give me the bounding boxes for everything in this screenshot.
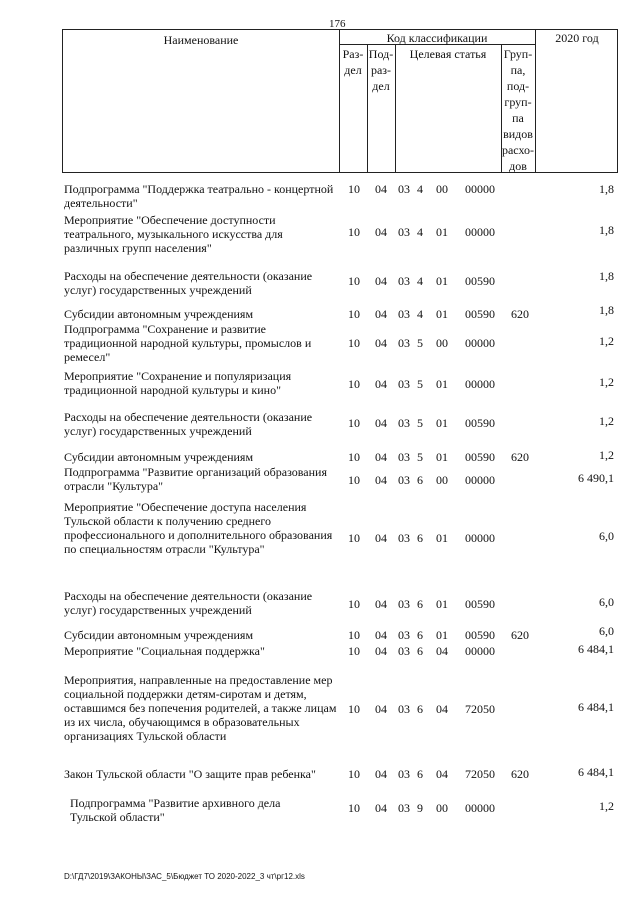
row-cs3: 00 xyxy=(436,801,448,815)
row-cs2: 6 xyxy=(417,473,423,487)
row-cs1: 03 xyxy=(398,767,410,781)
row-razdel: 10 xyxy=(348,336,360,350)
row-name: Субсидии автономным учреждениям xyxy=(64,450,254,464)
row-cs3: 01 xyxy=(436,377,448,391)
row-cs3: 01 xyxy=(436,225,448,239)
row-cs4: 00590 xyxy=(465,274,495,288)
row-cs4: 00000 xyxy=(465,182,495,196)
header-gruppa: Груп- па, под- груп- па видов расхо- дов xyxy=(501,47,535,173)
row-cs3: 04 xyxy=(436,767,448,781)
row-razdel: 10 xyxy=(348,702,360,716)
row-cs3: 04 xyxy=(436,702,448,716)
row-cs1: 03 xyxy=(398,225,410,239)
row-vr: 620 xyxy=(511,307,529,321)
row-name: Подпрограмма "Развитие организаций образования отрасли "Культура" xyxy=(64,465,327,493)
row-name: Мероприятие "Социальная поддержка" xyxy=(64,644,265,658)
row-cs1: 03 xyxy=(398,597,410,611)
row-amount: 6,0 xyxy=(599,529,614,543)
row-name: Расходы на обеспечение деятельности (оказание услуг) государственных учреждений xyxy=(64,410,313,438)
row-razdel: 10 xyxy=(348,377,360,391)
row-cs3: 01 xyxy=(436,307,448,321)
row-cs4: 00000 xyxy=(465,531,495,545)
row-cs4: 00590 xyxy=(465,597,495,611)
row-cs3: 00 xyxy=(436,473,448,487)
row-amount: 6 490,1 xyxy=(578,471,614,485)
row-name: Подпрограмма "Поддержка театрально - концертной деятельности" xyxy=(64,182,334,210)
row-podrazdel: 04 xyxy=(375,531,387,545)
row-cs2: 5 xyxy=(417,377,423,391)
row-cs1: 03 xyxy=(398,307,410,321)
row-cs4: 00590 xyxy=(465,416,495,430)
row-amount: 1,8 xyxy=(599,269,614,283)
row-cs1: 03 xyxy=(398,336,410,350)
row-amount: 6,0 xyxy=(599,624,614,638)
row-cs2: 6 xyxy=(417,702,423,716)
row-cs3: 01 xyxy=(436,597,448,611)
row-name: Мероприятие "Сохранение и популяризация традиционной народной культуры и кино" xyxy=(64,369,292,397)
row-cs2: 9 xyxy=(417,801,423,815)
row-podrazdel: 04 xyxy=(375,225,387,239)
row-cs2: 6 xyxy=(417,531,423,545)
row-name: Субсидии автономным учреждениям xyxy=(64,628,254,642)
row-cs1: 03 xyxy=(398,377,410,391)
row-name: Мероприятие "Обеспечение доступа населения Тульской области к получению среднего профессионального и дополнительного образования по специальностям отрасли "Культура" xyxy=(64,500,333,556)
row-cs4: 00000 xyxy=(465,377,495,391)
row-razdel: 10 xyxy=(348,628,360,642)
row-razdel: 10 xyxy=(348,450,360,464)
row-cs1: 03 xyxy=(398,644,410,658)
row-name: Мероприятия, направленные на предоставление мер социальной поддержки детям-сиротам и детям, оставшимся без попечения родителей, а также лицам из их числа, обучающимся в образовательных организациях Тульской области xyxy=(64,673,337,743)
row-razdel: 10 xyxy=(348,531,360,545)
row-razdel: 10 xyxy=(348,644,360,658)
row-cs2: 6 xyxy=(417,767,423,781)
row-cs1: 03 xyxy=(398,416,410,430)
row-cs4: 00590 xyxy=(465,628,495,642)
row-podrazdel: 04 xyxy=(375,473,387,487)
row-podrazdel: 04 xyxy=(375,182,387,196)
row-razdel: 10 xyxy=(348,307,360,321)
row-podrazdel: 04 xyxy=(375,307,387,321)
page-number: 176 xyxy=(329,18,346,30)
row-cs3: 01 xyxy=(436,628,448,642)
row-razdel: 10 xyxy=(348,473,360,487)
table-header xyxy=(62,29,618,173)
row-razdel: 10 xyxy=(348,597,360,611)
row-cs1: 03 xyxy=(398,274,410,288)
row-cs1: 03 xyxy=(398,531,410,545)
row-podrazdel: 04 xyxy=(375,336,387,350)
row-amount: 6,0 xyxy=(599,595,614,609)
row-cs4: 72050 xyxy=(465,767,495,781)
row-cs4: 00590 xyxy=(465,307,495,321)
row-cs4: 00000 xyxy=(465,644,495,658)
row-cs2: 5 xyxy=(417,336,423,350)
row-razdel: 10 xyxy=(348,274,360,288)
row-cs4: 00000 xyxy=(465,801,495,815)
row-name: Подпрограмма "Развитие архивного дела Тульской области" xyxy=(70,796,281,824)
row-cs2: 4 xyxy=(417,225,423,239)
row-cs2: 4 xyxy=(417,182,423,196)
row-cs4: 00590 xyxy=(465,450,495,464)
row-cs1: 03 xyxy=(398,628,410,642)
header-name: Наименование xyxy=(163,33,239,47)
row-name: Закон Тульской области "О защите прав ребенка" xyxy=(64,767,316,781)
row-amount: 1,8 xyxy=(599,223,614,237)
row-name: Субсидии автономным учреждениям xyxy=(64,307,254,321)
row-podrazdel: 04 xyxy=(375,416,387,430)
row-vr: 620 xyxy=(511,628,529,642)
row-name: Подпрограмма "Сохранение и развитие традиционной народной культуры, промыслов и ремесел" xyxy=(64,322,312,364)
row-razdel: 10 xyxy=(348,801,360,815)
row-cs2: 4 xyxy=(417,307,423,321)
row-podrazdel: 04 xyxy=(375,450,387,464)
row-cs3: 01 xyxy=(436,274,448,288)
row-podrazdel: 04 xyxy=(375,597,387,611)
row-razdel: 10 xyxy=(348,767,360,781)
row-cs2: 6 xyxy=(417,644,423,658)
row-amount: 1,2 xyxy=(599,799,614,813)
row-podrazdel: 04 xyxy=(375,644,387,658)
row-cs3: 01 xyxy=(436,531,448,545)
row-cs1: 03 xyxy=(398,702,410,716)
footer-file-path: D:\ГД7\2019\ЗАКОНЫ\ЗАС_5\Бюджет ТО 2020-2022_3 чт\рг12.xls xyxy=(64,872,305,881)
row-cs3: 00 xyxy=(436,336,448,350)
row-razdel: 10 xyxy=(348,225,360,239)
row-amount: 6 484,1 xyxy=(578,700,614,714)
row-cs4: 72050 xyxy=(465,702,495,716)
row-podrazdel: 04 xyxy=(375,801,387,815)
header-celevaya: Целевая статья xyxy=(409,47,487,61)
row-cs3: 01 xyxy=(436,450,448,464)
row-cs4: 00000 xyxy=(465,473,495,487)
row-cs2: 6 xyxy=(417,597,423,611)
row-cs2: 5 xyxy=(417,416,423,430)
row-name: Расходы на обеспечение деятельности (оказание услуг) государственных учреждений xyxy=(64,589,313,617)
header-podrazdel: Под- раз- дел xyxy=(368,47,394,93)
row-podrazdel: 04 xyxy=(375,377,387,391)
row-cs3: 04 xyxy=(436,644,448,658)
row-cs1: 03 xyxy=(398,450,410,464)
row-podrazdel: 04 xyxy=(375,628,387,642)
row-amount: 6 484,1 xyxy=(578,642,614,656)
row-amount: 1,2 xyxy=(599,334,614,348)
row-cs2: 6 xyxy=(417,628,423,642)
row-cs3: 00 xyxy=(436,182,448,196)
row-cs2: 5 xyxy=(417,450,423,464)
header-year: 2020 год xyxy=(555,31,599,45)
row-cs1: 03 xyxy=(398,801,410,815)
row-amount: 1,2 xyxy=(599,375,614,389)
row-podrazdel: 04 xyxy=(375,702,387,716)
row-cs2: 4 xyxy=(417,274,423,288)
row-razdel: 10 xyxy=(348,416,360,430)
row-amount: 1,2 xyxy=(599,448,614,462)
row-podrazdel: 04 xyxy=(375,767,387,781)
row-cs1: 03 xyxy=(398,182,410,196)
row-name: Расходы на обеспечение деятельности (оказание услуг) государственных учреждений xyxy=(64,269,313,297)
row-vr: 620 xyxy=(511,767,529,781)
header-code-title: Код классификации xyxy=(386,31,488,45)
row-amount: 1,8 xyxy=(599,303,614,317)
row-razdel: 10 xyxy=(348,182,360,196)
row-amount: 1,8 xyxy=(599,182,614,196)
row-amount: 1,2 xyxy=(599,414,614,428)
row-vr: 620 xyxy=(511,450,529,464)
row-podrazdel: 04 xyxy=(375,274,387,288)
row-cs3: 01 xyxy=(436,416,448,430)
row-cs4: 00000 xyxy=(465,336,495,350)
row-cs1: 03 xyxy=(398,473,410,487)
row-name: Мероприятие "Обеспечение доступности театрального, музыкального искусства для различных групп населения" xyxy=(64,213,283,255)
header-razdel: Раз- дел xyxy=(342,47,364,77)
row-cs4: 00000 xyxy=(465,225,495,239)
row-amount: 6 484,1 xyxy=(578,765,614,779)
